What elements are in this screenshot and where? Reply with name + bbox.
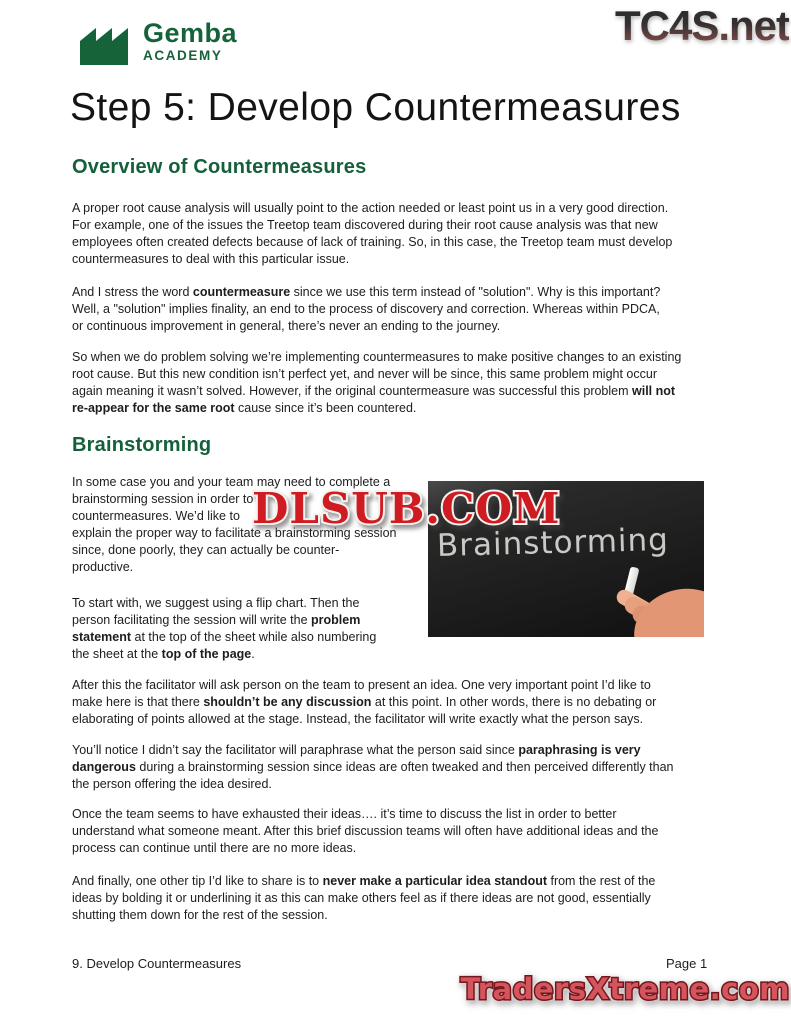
page-title: Step 5: Develop Countermeasures	[70, 86, 681, 129]
text-line: statement at the top of the sheet while also numbering	[72, 630, 377, 644]
watermark-tc4s: TC4S.net	[614, 2, 789, 49]
logo-subtitle: ACADEMY	[143, 48, 223, 63]
text-line: understand what someone meant. After this brief discussion teams will often have additional ideas and the	[72, 824, 659, 838]
text-line: For example, one of the issues the Treetop team discovered during their root cause analysis was that new	[72, 218, 658, 232]
text-line: Well, a "solution" implies finality, an end to the process of discovery and correction. Whereas within PDCA,	[72, 302, 660, 316]
text-line: re-appear for the same root cause since it’s been countered.	[72, 401, 417, 415]
text-line: To start with, we suggest using a flip chart. Then the	[72, 596, 360, 610]
text-line: In some case you and your team may need to complete a	[72, 475, 391, 489]
text-line: elaborating of points allowed at the stage. Instead, the facilitator will write exactly what the person says.	[72, 712, 644, 726]
text-line: explain the proper way to facilitate a brainstorming session	[72, 526, 397, 540]
gemba-academy-logo	[78, 20, 237, 66]
text-line: countermeasures to deal with this particular issue.	[72, 252, 350, 266]
factory-icon	[78, 20, 136, 66]
section-heading-brainstorming: Brainstorming	[72, 434, 212, 456]
text-line: process can continue until there are no more ideas.	[72, 841, 357, 855]
logo-name: Gemba	[143, 18, 238, 48]
watermark-dlsub: DLSUB.COM	[252, 484, 561, 533]
text-line: the person offering the idea desired.	[72, 777, 272, 791]
footer-section-label: 9. Develop Countermeasures	[72, 956, 242, 971]
text-line: make here is that there shouldn’t be any discussion at this point. In other words, there is no debating or	[72, 695, 657, 709]
text-line: root cause. But this new condition isn’t perfect yet, and never will be since, this same problem might occur	[72, 367, 658, 381]
text-line: countermeasures. We’d like to	[72, 509, 240, 523]
paragraph-brainstorming-4	[72, 742, 674, 793]
text-line: person facilitating the session will write the problem	[72, 613, 361, 627]
text-line: And I stress the word countermeasure since we use this term instead of "solution". Why is this important?	[72, 285, 661, 299]
text-line: again meaning it wasn’t solved. However, if the original countermeasure was successful this problem will not	[72, 384, 676, 398]
paragraph-overview-2	[72, 284, 660, 335]
text-line: employees often created defects because of lack of training. So, in this case, the Treetop team must develop	[72, 235, 673, 249]
chalkboard-text: Brainstorming	[436, 521, 670, 565]
text-line: the sheet at the top of the page.	[72, 647, 255, 661]
text-line: And finally, one other tip I’d like to share is to never make a particular idea standout from the rest of the	[72, 874, 656, 888]
text-line: ideas by bolding it or underlining it as this can make others feel as if there ideas are not good, essentially	[72, 891, 651, 905]
text-line: since, done poorly, they can actually be counter-	[72, 543, 340, 557]
footer-page-number: Page 1	[666, 956, 708, 971]
logo-text	[143, 20, 237, 63]
text-line: dangerous during a brainstorming session since ideas are often tweaked and then perceived differently than	[72, 760, 674, 774]
text-line: A proper root cause analysis will usually point to the action needed or least point us in a very good direction.	[72, 201, 669, 215]
text-line: or continuous improvement in general, there’s never an ending to the journey.	[72, 319, 501, 333]
paragraph-brainstorming-6	[72, 873, 655, 924]
text-line: shutting them down for the rest of the session.	[72, 908, 328, 922]
watermark-tradersxtreme: TradersXtreme.com	[460, 972, 790, 1006]
text-line: After this the facilitator will ask person on the team to present an idea. One very important point I’d like to	[72, 678, 651, 692]
paragraph-brainstorming-5	[72, 806, 658, 857]
text-line: productive.	[72, 560, 134, 574]
text-line: Once the team seems to have exhausted their ideas…. it’s time to discuss the list in order to better	[72, 807, 617, 821]
paragraph-brainstorming-3	[72, 677, 656, 728]
section-heading-overview: Overview of Countermeasures	[72, 156, 367, 178]
text-line: So when we do problem solving we’re implementing countermeasures to make positive changes to an existing	[72, 350, 682, 364]
paragraph-brainstorming-2	[72, 595, 428, 663]
paragraph-overview-3	[72, 349, 681, 417]
paragraph-overview-1	[72, 200, 672, 268]
text-line: You’ll notice I didn’t say the facilitator will paraphrase what the person said since paraphrasing is very	[72, 743, 641, 757]
text-line: brainstorming session in order to	[72, 492, 254, 506]
